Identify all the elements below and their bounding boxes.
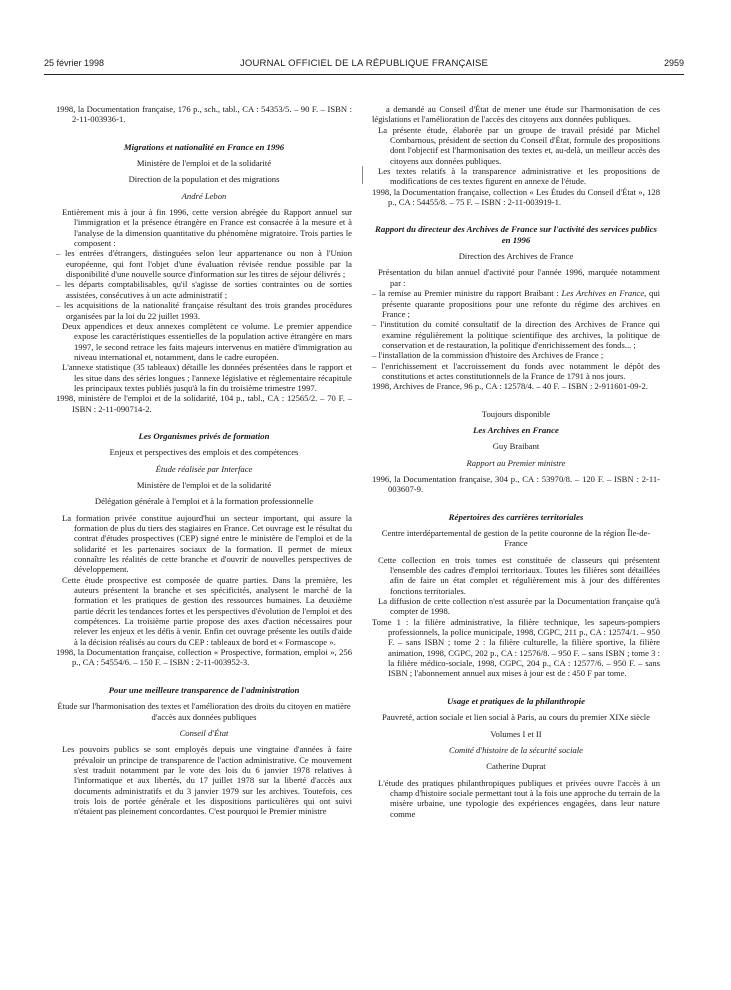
header-rule: [44, 74, 684, 75]
list-item-text: , qui présente quarante propositions pour une refonte du régime des archives en France ;: [382, 288, 661, 319]
section-org: Centre interdépartemental de gestion de la petite couronne de la région Île-de-France: [381, 528, 651, 549]
paragraph: La présente étude, élaborée par un groupe de travail présidé par Michel Combarnous, président de section du Conseil d'État, formule des propositions dont l'objectif est l'harmonisation des textes et, au-delà, un meilleur accès des citoyens aux données publiques.: [378, 124, 660, 166]
section-title: Usage et pratiques de la philanthropie: [446, 695, 586, 706]
section-title: Répertoires des carrières territoriales: [448, 511, 584, 522]
section-org: Ministère de l'emploi et de la solidarité: [136, 479, 272, 490]
paragraph: La diffusion de cette collection n'est assurée par la Documentation française qu'à compter de 1998.: [378, 596, 660, 617]
section-author: André Lebon: [181, 190, 227, 201]
section-subtitle: Pauvreté, action sociale et lien social à Paris, au cours du premier XIXe siècle: [382, 712, 650, 723]
paragraph: Les pouvoirs publics se sont employés depuis une vingtaine d'années à faire prévaloir un principe de transparence de l'action administrative. Ce mouvement s'est traduit notamment par le vote des lois du 6 janvier 1978 relatives à l'informatique et aux libertés, du 17 juillet 1978 sur la liberté d'accès aux documents administratifs et du 3 janvier 1979 sur les archives. Toutefois, ces trois lois de portée générale et les dispositions particulières qui ont suivi n'étaient pas pleinement concordantes. C'est pourquoi le Premier ministre: [62, 744, 352, 817]
section-title: Pour une meilleure transparence de l'administration: [108, 684, 300, 695]
section-author: Conseil d'État: [179, 727, 229, 738]
right-column: [372, 104, 660, 819]
publication-info: 1996, la Documentation française, 304 p., CA : 53970/8. – 120 F. – ISBN : 2-11-003607-9.: [372, 473, 660, 495]
left-column: [56, 104, 352, 817]
section-org: Délégation générale à l'emploi et à la formation professionnelle: [94, 496, 314, 507]
paragraph: Présentation du bilan annuel d'activité pour l'année 1996, marquée notamment par :: [378, 267, 660, 288]
section-subtitle: Étude sur l'harmonisation des textes et l'amélioration des droits du citoyen en matière d'accès aux données publiques: [57, 701, 351, 722]
list-item: – les acquisitions de la nationalité française résultant des trois grandes procédures organisées par la loi du 22 juillet 1993.: [56, 300, 352, 321]
section-org: Direction des Archives de France: [458, 251, 574, 262]
publication-info: 1998, la Documentation française, collection « Prospective, formation, emploi », 256 p., CA : 54554/6. – 150 F. – ISBN : 2-11-003952-3.: [56, 647, 352, 668]
section-org: Ministère de l'emploi et de la solidarité: [136, 158, 272, 169]
paragraph: L'étude des pratiques philanthropiques publiques et privées ouvre l'accès à un champ d'histoire sociale permettant tout à la fois une approche du terrain de la misère urbaine, une typologie des expériences engagées, dans leur nature comme: [378, 777, 660, 819]
section-title: Les Archives en France: [473, 424, 559, 435]
section-author: Catherine Duprat: [486, 761, 546, 772]
list-item-text: – la remise au Premier ministre du rapport Braibant :: [372, 288, 562, 299]
list-item: – l'installation de la commission d'histoire des Archives de France ;: [372, 350, 604, 361]
journal-title: JOURNAL OFFICIEL DE LA RÉPUBLIQUE FRANÇAISE: [239, 58, 489, 69]
paragraph: Entièrement mis à jour à fin 1996, cette version abrégée du Rapport annuel sur l'immigration et la présence étrangère en France est consacrée à la mesure et à l'analyse de la dimension quantitative du phénomène migratoire. Trois parties le composent :: [62, 207, 352, 249]
paragraph: L'annexe statistique (35 tableaux) détaille les données présentées dans le rapport et les situe dans des séries longues ; l'annexe législative et réglementaire récapitule les principaux textes publiés jusqu'à la fin du troisième trimestre 1997.: [62, 362, 352, 393]
publication-info: Tome 1 : la filière administrative, la filière technique, les sapeurs-pompiers professionnels, la police municipale, 1998, CGPC, 211 p., CA : 12574/1. – 950 F. – sans ISBN ; tome 2 : la filière culturelle, la filière sportive, la filière animation, 1998, CGPC, 202 p., CA : 12576/8. – 950 F. – sans ISBN ; tome 3 : la filière médico-sociale, 1998, CGPC, 204 p., CA : 12577/6. – 950 F. – sans ISBN ; l'abonnement annuel aux mises à jour est de : 450 F par tome.: [372, 616, 660, 679]
section-org: Comité d'histoire de la sécurité sociale: [449, 744, 583, 755]
list-item: [372, 288, 660, 319]
volume-info: Volumes I et II: [490, 728, 542, 739]
section-title: Migrations et nationalité en France en 1996: [123, 141, 285, 152]
publication-info: 1998, ministère de l'emploi et de la solidarité, 104 p., tabl., CA : 12565/2. – 70 F. – ISBN : 2-11-090714-2.: [56, 393, 352, 414]
paragraph: Les textes relatifs à la transparence administrative et les propositions de modifications de ces textes figurent en annexe de l'étude.: [378, 166, 660, 187]
section-title: Rapport du directeur des Archives de France sur l'activité des services publics en 1996: [375, 224, 657, 245]
section-org: Direction de la population et des migrations: [128, 174, 280, 185]
paragraph: Cette étude prospective est composée de quatre parties. Dans la première, les auteurs présentent la branche et ses spécificités, analysent le marché de la formation et les pratiques de gestion des ressources humaines. La deuxième partie décrit les tendances fortes et les perspectives d'évolution de l'emploi et des compétences. La troisième partie propose des axes d'action nécessaires pour relever les enjeux et les défis à venir. Enfin cet ouvrage présente les outils d'aide à la décision réalisés au cours du CEP : tableaux de bord et « Formascope ».: [62, 574, 353, 647]
section-title: Les Organismes privés de formation: [138, 430, 270, 441]
publication-info: 1998, la Documentation française, collection « Les Études du Conseil d'État », 128 p., CA : 54455/8. – 75 F. – ISBN : 2-11-003919-1.: [372, 186, 660, 208]
list-item: – l'institution du comité consultatif de la direction des Archives de France qui examine régulièrement la politique scientifique des archives, la politique de conservation et de restauration, la politique d'enrichissement des fonds... ;: [372, 319, 660, 350]
page-header: [44, 58, 684, 72]
book-title: Les Archives en France: [561, 288, 645, 299]
header-date: 25 février 1998: [44, 58, 105, 68]
section-author: Guy Braibant: [492, 441, 540, 452]
list-item: – les entrées d'étrangers, distinguées selon leur appartenance ou non à l'Union européenne, qui font l'objet d'une évaluation révisée rendue possible par la disponibilité d'une nouvelle source d'information sur les titres de séjour délivrés ;: [56, 248, 352, 280]
list-item: – l'enrichissement et l'accroissement du fonds avec notamment le dépôt des constitutions et actes constitutionnels de la France de 1791 à nos jours.: [372, 360, 660, 381]
paragraph: Deux appendices et deux annexes complètent ce volume. Le premier appendice expose les caractéristiques essentielles de la population active étrangère en mars 1997, le second retrace les faits majeurs intervenus en matière d'immigration au niveau international et, notamment, dans le cadre européen.: [62, 320, 352, 362]
paragraph: La formation privée constitue aujourd'hui un secteur important, qui assure la formation de plus du tiers des stagiaires en France. Cet ouvrage est le résultat du contrat d'études prospectives (CEP) signé entre le ministère de l'emploi et de la solidarité et les partenaires sociaux de la formation. Il permet de mieux connaître les réalités de cette branche et d'ouvrir de nouvelles perspectives de développement.: [62, 512, 352, 575]
paragraph: a demandé au Conseil d'État de mener une étude sur l'harmonisation de ces législations et l'amélioration de l'accès des citoyens aux données publiques.: [372, 104, 660, 125]
paragraph: Cette collection en trois tomes est constituée de classeurs qui présentent l'ensemble des cadres d'emploi territoriaux. Toutes les filières sont détaillées afin de faire un état complet et régulièrement mis à jour des différentes fonctions territoriales.: [378, 554, 660, 596]
page-number: 2959: [663, 58, 684, 68]
publication-info: 1998, Archives de France, 96 p., CA : 12578/4. – 40 F. – ISBN : 2-911601-09-2.: [372, 381, 648, 392]
section-subtitle: Rapport au Premier ministre: [466, 457, 566, 468]
section-author: Étude réalisée par Interface: [155, 463, 253, 474]
list-item: – les départs comptabilisables, qu'il s'agisse de sorties contraintes ou de sorties assistées, consécutives à un acte administratif ;: [56, 279, 352, 300]
margin-mark: [362, 166, 363, 184]
section-subtitle: Enjeux et perspectives des emplois et des compétences: [109, 447, 299, 458]
availability-note: Toujours disponible: [481, 408, 551, 419]
publication-info: 1998, la Documentation française, 176 p., sch., tabl., CA : 54353/5. – 90 F. – ISBN : 2-11-003936-1.: [56, 104, 352, 125]
